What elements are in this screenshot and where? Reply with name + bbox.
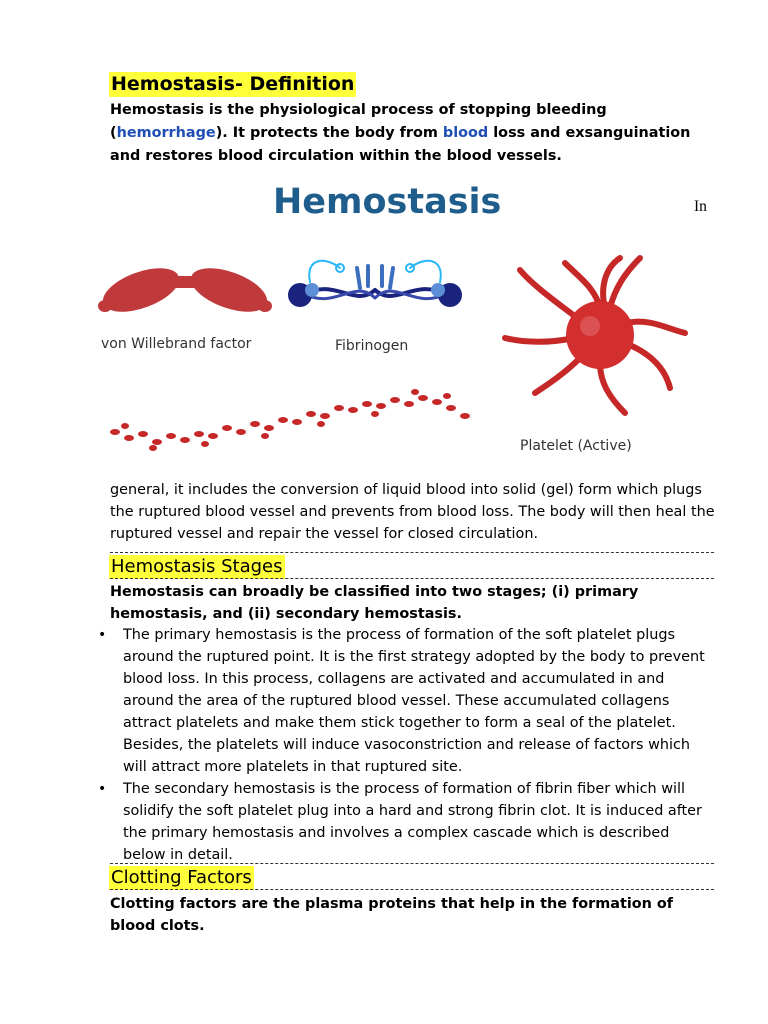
red-cell-stream (110, 389, 470, 451)
vwf-label: von Willebrand factor (101, 336, 252, 352)
hemorrhage-link[interactable]: hemorrhage (116, 125, 216, 141)
divider-3 (110, 863, 714, 864)
vwf-illustration (97, 259, 272, 320)
general-paragraph: general, it includes the conversion of liquid blood into solid (gel) form which plugs the ruptured blood vessel and prevents from blood loss. The body will then heal the ruptured vessel and repair the vessel for closed circulation. (110, 482, 715, 542)
heading-stages: Hemostasis Stages (111, 556, 283, 577)
bullet-icon: • (98, 627, 107, 643)
divider-1 (110, 552, 714, 553)
bullet-text: The primary hemostasis is the process of formation of the soft platelet plugs around the ruptured point. It is the first strategy adopted by the body to prevent blood loss. In this process, collagens are activated and accumulated in and around the area of the ruptured blood vessel. These accumulated collagens attract platelets and make them stick together to form a seal of the platelet. Besides, the platelets will induce vasoconstriction and release of factors which will attract more platelets in that ruptured site. (123, 627, 705, 775)
list-item (98, 624, 710, 778)
stages-intro: Hemostasis can broadly be classified into two stages; (i) primary hemostasis, and (ii) secondary hemostasis. (110, 584, 639, 622)
stages-list (98, 624, 710, 866)
intro-text-3: loss and exsanguination and restores blood circulation within the blood vessels. (110, 125, 691, 164)
heading-definition: Hemostasis- Definition (111, 73, 355, 95)
intro-paragraph (110, 99, 720, 168)
clotting-text: Clotting factors are the plasma proteins that help in the formation of blood clots. (110, 896, 674, 934)
in-word: In (694, 198, 707, 215)
bullet-icon: • (98, 781, 107, 797)
fibrinogen-label: Fibrinogen (335, 338, 409, 354)
intro-text-1: Hemostasis is the physiological process of stopping bleeding ( (110, 102, 607, 141)
figure-illustration (95, 178, 715, 468)
platelet-label: Platelet (Active) (520, 438, 632, 454)
fibrinogen-illustration (288, 261, 462, 307)
list-item (98, 778, 710, 866)
platelet-body (566, 301, 634, 369)
figure-title: Hemostasis (273, 182, 502, 222)
blood-link[interactable]: blood (442, 125, 489, 141)
intro-text-2: ). It protects the body from (215, 125, 443, 141)
divider-4 (110, 889, 714, 890)
heading-clotting: Clotting Factors (111, 867, 252, 888)
hemostasis-figure (95, 178, 715, 468)
bullet-text: The secondary hemostasis is the process of formation of fibrin fiber which will solidify the soft platelet plug into a hard and strong fibrin clot. It is induced after the primary hemostasis and involves a complex cascade which is described below in detail. (123, 781, 702, 863)
divider-2 (110, 578, 714, 579)
